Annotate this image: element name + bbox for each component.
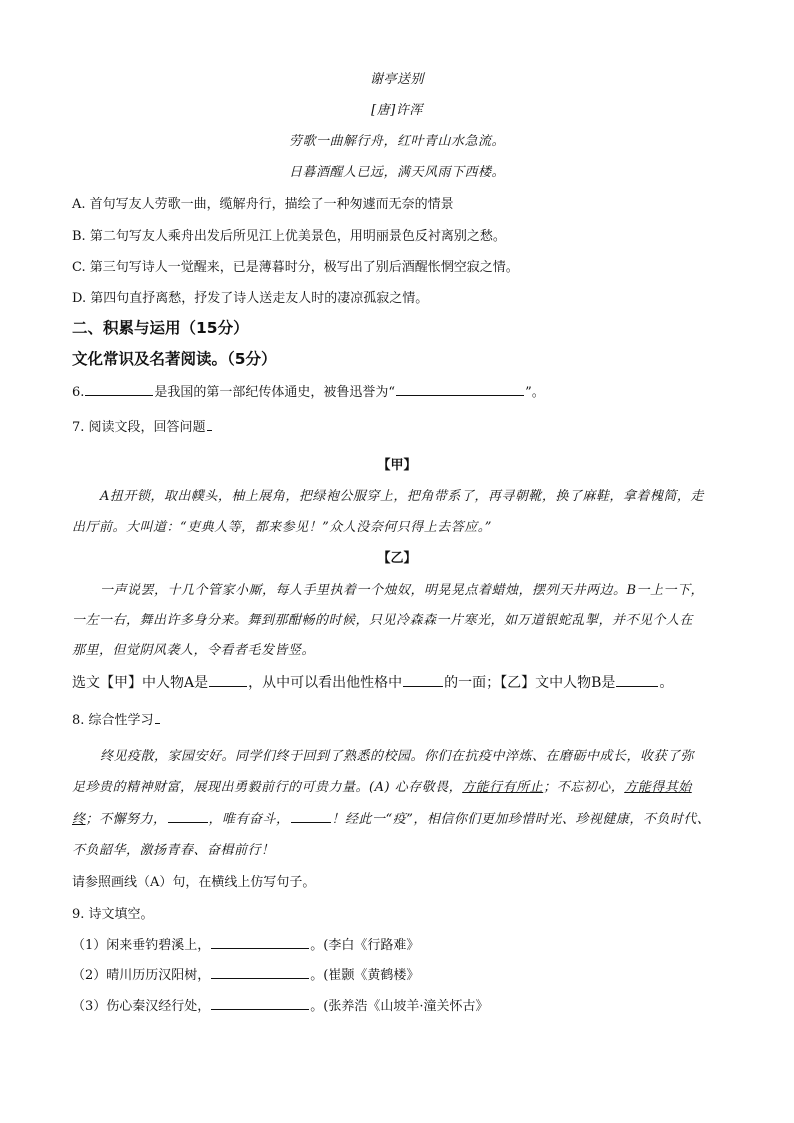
jia-line-2: 出厅前。大叫道：“吏典人等，都来参见！”众人没奈何只得上去答应。” [72, 520, 492, 535]
q8-para-line-3 [72, 808, 710, 827]
q7-question-d: 。 [659, 675, 674, 691]
question-6 [72, 381, 545, 400]
q8-blank-1[interactable] [168, 808, 208, 823]
q9-blank-3[interactable] [211, 995, 309, 1010]
q8-para-line-2 [72, 776, 692, 795]
section-subheading: 文化常识及名著阅读。（5分） [72, 350, 277, 368]
q9-item-1 [72, 934, 419, 953]
q7-question-b: ，从中可以看出他性格中 [248, 675, 403, 691]
q8-para-line-1: 终见疫散，家园安好。同学们终于回到了熟悉的校园。你们在抗疫中淬炼、在磨砺中成长，收获了弥 [100, 749, 695, 764]
q9-item-3 [72, 995, 489, 1014]
section-heading: 二、积累与运用（15分） [72, 319, 249, 337]
q9-item-2-source: 。(崔颢《黄鹤楼》 [310, 968, 420, 983]
yi-line-2: 一左一右，舞出许多身分来。舞到那酣畅的时候，只见冷森森一片寒光，如万道银蛇乱掣，并不见个人在 [72, 613, 694, 628]
q6-text-a: 是我国的第一部纪传体通史，被鲁迅誉为“ [154, 385, 396, 400]
yi-line-3: 那里，但觉阴风袭人，令看者毛发皆竖。 [72, 643, 316, 658]
q7-prompt-text: 7. 阅读文段，回答问题 [72, 420, 206, 435]
q8-prompt [72, 709, 161, 728]
q7-blank-1[interactable] [209, 672, 247, 687]
q9-item-1-text: （1）闲来垂钓碧溪上， [72, 938, 211, 953]
q6-number: 6. [72, 385, 85, 400]
option-d: D. 第四句直抒离愁，抒发了诗人送走友人时的凄凉孤寂之情。 [72, 291, 429, 306]
q8-line3-a: ；不懈努力， [85, 812, 167, 827]
q7-prompt [72, 416, 213, 435]
label-jia: 【甲】 [377, 458, 417, 473]
q7-question [72, 672, 673, 692]
q8-prompt-text: 8. 综合性学习 [72, 713, 154, 728]
q8-line2-b: ；不忘初心， [543, 780, 625, 795]
q8-underline-1: 方能行有所止 [462, 780, 544, 795]
label-yi: 【乙】 [377, 551, 417, 566]
q7-prompt-mark [207, 416, 212, 431]
q9-blank-1[interactable] [211, 934, 309, 949]
q8-para-line-4: 不负韶华，激扬青春、奋楫前行！ [72, 843, 275, 858]
poem-line-2: 日暮酒醒人已远，满天风雨下西楼。 [288, 165, 505, 180]
q9-item-2 [72, 964, 419, 983]
q6-blank-2[interactable] [396, 381, 524, 396]
poem-author: [唐]许浑 [371, 103, 423, 118]
q9-item-3-source: 。(张养浩《山坡羊·潼关怀古》 [310, 999, 489, 1014]
q8-blank-2[interactable] [291, 808, 331, 823]
q9-blank-2[interactable] [211, 964, 309, 979]
jia-line-1: A扭开锁，取出幞头，柚上展角，把绿袍公服穿上，把角带系了，再寻朝靴，换了麻鞋，拿着槐简，走 [100, 489, 704, 504]
q7-question-a: 选文【甲】中人物A是 [72, 675, 209, 691]
q8-line2-a: 足珍贵的精神财富，展现出勇毅前行的可贵力量。(A) 心存敬畏， [72, 780, 463, 795]
poem-title: 谢亭送别 [369, 72, 424, 87]
option-b: B. 第二句写友人乘舟出发后所见江上优美景色，用明丽景色反衬离别之愁。 [72, 229, 506, 244]
q9-prompt: 9. 诗文填空。 [72, 907, 154, 922]
q8-line3-c: ！经此一“疫”，相信你们更加珍惜时光、珍视健康，不负时代、 [331, 812, 711, 827]
option-c: C. 第三句写诗人一觉醒来，已是薄暮时分，极写出了别后酒醒怅惘空寂之情。 [72, 260, 519, 275]
q7-blank-2[interactable] [403, 672, 443, 687]
option-a: A. 首句写友人劳歌一曲，缆解舟行，描绘了一种匆遽而无奈的情景 [72, 197, 454, 212]
q9-item-3-text: （3）伤心秦汉经行处， [72, 999, 211, 1014]
poem-line-1: 劳歌一曲解行舟，红叶青山水急流。 [288, 134, 505, 149]
q7-blank-3[interactable] [616, 672, 658, 687]
q8-underline-2: 方能得其始 [624, 780, 692, 795]
q9-item-1-source: 。(李白《行路难》 [310, 938, 420, 953]
q9-item-2-text: （2）晴川历历汉阳树， [72, 968, 211, 983]
q8-underline-3: 终 [72, 812, 86, 827]
q8-prompt-mark [155, 709, 160, 724]
q6-text-b: ”。 [525, 385, 545, 400]
q6-blank-1[interactable] [85, 381, 153, 396]
yi-line-1: 一声说罢，十几个管家小厮，每人手里执着一个烛奴，明晃晃点着蜡烛，摆列天井两边。B一上一下， [100, 583, 705, 598]
q7-question-c: 的一面；【乙】文中人物B是 [444, 675, 616, 691]
q8-instruction: 请参照画线（A）句，在横线上仿写句子。 [72, 875, 316, 890]
q8-line3-b: ，唯有奋斗， [208, 812, 290, 827]
